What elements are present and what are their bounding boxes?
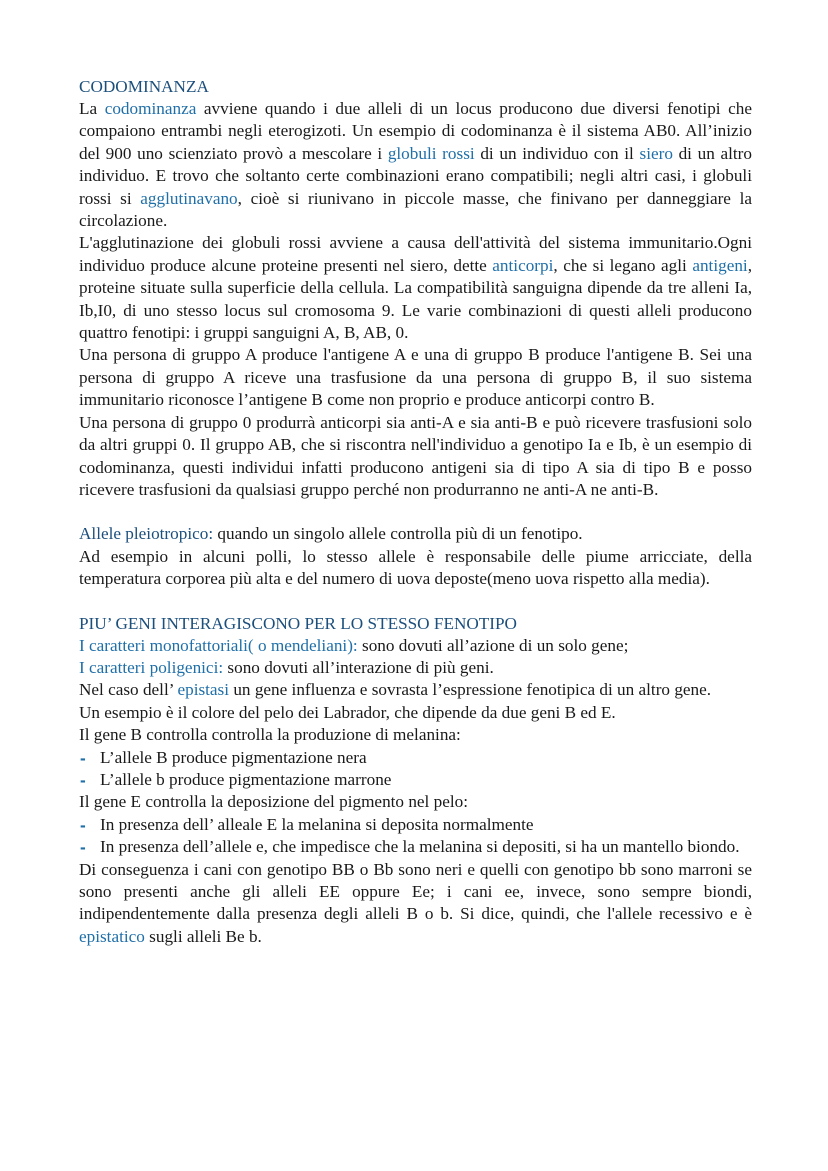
keyword-siero: siero [639, 143, 673, 163]
keyword-globuli-rossi: globuli rossi [387, 143, 475, 163]
section-title-geni-interagiscono: PIU’ GENI INTERAGISCONO PER LO STESSO FENOTIPO [79, 613, 517, 633]
spacer [79, 501, 752, 523]
dash-bullet: - [80, 769, 86, 790]
dash-bullet: - [80, 814, 86, 835]
definition-monofattoriali: I caratteri monofattoriali( o mendeliani): sono dovuti all’azione di un solo gene; [79, 635, 629, 655]
dash-bullet: - [80, 837, 86, 858]
paragraph-gruppo-a: Una persona di gruppo A produce l'antigene A e una di gruppo B produce l'antigene B. Sei una persona di gruppo A riceve una trasfusione da una persona di gruppo B, il suo sistema immunitario riconosce l’antigene B come non proprio e produce anticorpi contro B. [79, 345, 752, 410]
definition-allele-pleiotropico: Allele pleiotropico: quando un singolo allele controlla più di un fenotipo. [79, 524, 583, 544]
paragraph-codominanza-intro: La codominanza avviene quando i due alleli di un locus producono due diversi fenotipi che compaiono entrambi negli eterogizoti. Un esempio di codominanza è il sistema AB0. All’inizio del 900 uno scienziato provò a mescolare i globuli rossi di un individuo con il siero di un altro individuo. E trovo che soltanto certe combinazioni erano compatibili; negli altri casi, i globuli rossi si agglutinavano, cioè si riunivano in piccole masse, che finivano per danneggiare la circolazione. [79, 99, 753, 231]
term-allele-pleiotropico: Allele pleiotropico: [79, 524, 214, 544]
list-item: - L’allele b produce pigmentazione marrone [80, 769, 392, 790]
section-title-codominanza: CODOMINANZA [79, 77, 209, 96]
paragraph-conclusione: Di conseguenza i cani con genotipo BB o Bb sono neri e quelli con genotipo bb sono marroni se sono presenti anche gli alleli EE oppure Ee; i cani ee, invece, sono sempre biondi, indipendentemente dalla presenza degli alleli B o b. Si dice, quindi, che l'allele recessivo e è epistatico sugli alleli Be b. [79, 859, 752, 946]
keyword-antigeni: antigeni [692, 255, 748, 275]
paragraph-gene-b: Il gene B controlla controlla la produzione di melanina: [79, 725, 461, 745]
paragraph-gene-e: Il gene E controlla la deposizione del pigmento nel pelo: [79, 792, 468, 812]
keyword-anticorpi: anticorpi [492, 255, 554, 275]
paragraph-polli: Ad esempio in alcuni polli, lo stesso allele è responsabile delle piume arricciate, della temperatura corporea più alta e del numero di uova deposte(meno uova rispetto alla media). [79, 546, 752, 589]
keyword-agglutinavano: agglutinavano [140, 188, 238, 208]
keyword-epistasi: epistasi [177, 680, 230, 700]
term-poligenici: I caratteri poligenici: [79, 657, 224, 677]
term-monofattoriali: I caratteri monofattoriali( o mendeliani): [79, 635, 358, 655]
paragraph-agglutinazione: L'agglutinazione dei globuli rossi avviene a causa dell'attività del sistema immunitario.Ogni individuo produce alcune proteine presenti nel siero, dette anticorpi, che si legano agli antigeni, proteine situate sulla superficie della cellula. La compatibilità sanguigna dipende da tre alleni Ia, Ib,I0, di uno stesso locus sul cromosoma 9. Le varie combinazioni di questi alleli producono quattro fenotipi: i gruppi sanguigni A, B, AB, 0. [79, 233, 752, 343]
definition-poligenici: I caratteri poligenici: sono dovuti all’interazione di più geni. [79, 657, 494, 677]
list-gene-b [79, 747, 752, 792]
keyword-codominanza: codominanza [104, 99, 197, 118]
list-item: - L’allele B produce pigmentazione nera [80, 747, 367, 768]
spacer [79, 591, 752, 613]
list-item: - In presenza dell’ alleale E la melanina si deposita normalmente [80, 814, 534, 835]
list-item: - In presenza dell’allele e, che impedisce che la melanina si depositi, si ha un mantello biondo. [80, 837, 740, 858]
keyword-epistatico: epistatico [79, 926, 145, 946]
paragraph-gruppo-0: Una persona di gruppo 0 produrrà anticorpi sia anti-A e sia anti-B e può ricevere trasfusioni solo da altri gruppi 0. Il gruppo AB, che si riscontra nell'individuo a genotipo Ia e Ib, è un esempio di codominanza, questi individui infatti producono antigeni sia di tipo A sia di tipo B e posso ricevere trasfusioni da qualsiasi gruppo perché non produrranno ne anti-A ne anti-B. [79, 412, 752, 499]
paragraph-labrador: Un esempio è il colore del pelo dei Labrador, che dipende da due geni B ed E. [79, 702, 616, 722]
list-gene-e [79, 814, 752, 859]
dash-bullet: - [80, 747, 86, 768]
paragraph-epistasi: Nel caso dell’ epistasi un gene influenza e sovrasta l’espressione fenotipica di un altro gene. [79, 680, 712, 700]
